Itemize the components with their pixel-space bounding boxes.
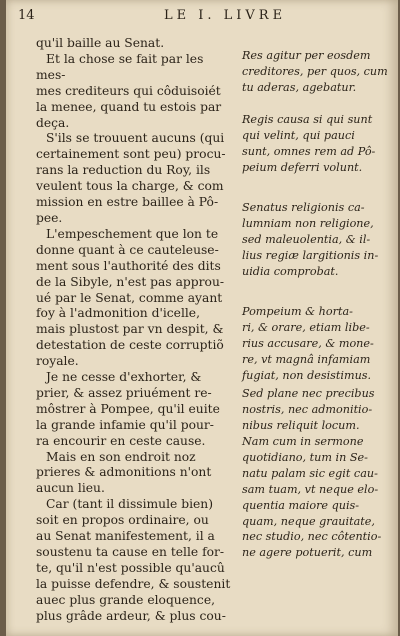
text-line: detestation de ceste corruptiõ [36, 338, 224, 353]
margin-note-line: tu aderas, agebatur. [242, 80, 357, 94]
margin-note [242, 48, 390, 96]
page-header [14, 8, 388, 26]
main-paragraph [36, 52, 236, 132]
margin-note-line: lumniam non religione, [242, 216, 374, 230]
text-line: ment sous l'authorité des dits [36, 258, 221, 273]
margin-note-line: Regis causa si qui sunt [242, 113, 373, 126]
text-line: auec plus grande eloquence, [36, 592, 216, 607]
margin-note-line: qui velint, qui pauci [242, 128, 355, 142]
margin-note [242, 434, 390, 561]
text-line: veulent tous la charge, & com [36, 179, 224, 194]
text-line: au Senat manifestement, il a [36, 529, 215, 544]
margin-note-line: uidia comprobat. [242, 264, 339, 278]
margin-note-line: Pompeium & horta- [242, 305, 353, 318]
text-line: plus grâde ardeur, & plus cou- [36, 608, 226, 623]
margin-note-line: Sed plane nec precibus [242, 387, 375, 400]
text-line: soustenu ta cause en telle for- [36, 545, 225, 559]
text-line: de la Sibyle, n'est pas approu- [36, 274, 225, 289]
text-line: la grande infamie qu'il pour- [36, 417, 214, 432]
running-title: LE I. LIVRE [164, 8, 287, 23]
margin-note-line: sunt, omnes rem ad Pô- [242, 144, 376, 158]
text-line: la menee, quand tu estois par [36, 99, 222, 114]
margin-note-line: sam tuam, vt neque elo- [242, 482, 379, 496]
margin-note [242, 386, 390, 434]
text-line: ra encourir en ceste cause. [36, 433, 206, 448]
main-paragraph [36, 227, 236, 370]
text-line: môstrer à Pompee, qu'il euite [36, 401, 220, 416]
margin-note-line: creditores, per quos, cum [242, 64, 388, 78]
margin-note-line: quam, neque grauitate, [242, 514, 375, 528]
margin-note-line: ne agere potuerit, cum [242, 546, 373, 560]
margin-note-line: Senatus religionis ca- [242, 201, 365, 214]
margin-note-line: Nam cum in sermone [242, 435, 364, 448]
margin-note-line: ri, & orare, etiam libe- [242, 320, 370, 334]
main-paragraph [36, 497, 236, 624]
margin-note-line: re, vt magnâ infamiam [242, 352, 371, 366]
text-line: pee. [36, 210, 63, 225]
text-line: foy à l'admonition d'icelle, [36, 306, 200, 321]
text-line: soit en propos ordinaire, ou [36, 513, 209, 528]
text-line: mes crediteurs qui côduisoiét [36, 83, 221, 98]
text-line: rans la reduction du Roy, ils [36, 163, 211, 178]
text-line: ué par le Senat, comme ayant [36, 290, 223, 305]
margin-note-line: lius regiæ largitionis in- [242, 248, 379, 262]
margin-note-line: quotidiano, tum in Se- [242, 450, 368, 464]
page-number: 14 [18, 8, 35, 23]
margin-note-line: nibus reliquit locum. [242, 418, 360, 432]
main-paragraph [36, 131, 236, 226]
text-line: te, qu'il n'est possible qu'aucû [36, 560, 225, 575]
margin-note-line: natu palam sic egit cau- [242, 466, 378, 480]
text-line: prier, & assez priuément re- [36, 385, 212, 400]
text-line: Car (tant il dissimule bien) [46, 497, 213, 512]
text-line: la puisse defendre, & soustenit [36, 576, 231, 591]
margin-note-line: quentia maiore quis- [242, 498, 360, 512]
margin-note [242, 200, 390, 280]
text-line: mais plustost par vn despit, & [36, 322, 224, 337]
main-text-column [36, 36, 236, 625]
text-line: deça. [36, 115, 70, 130]
margin-note-line: Res agitur per eosdem [242, 49, 371, 62]
main-paragraph [36, 36, 236, 52]
text-line: Et la chose se fait par les mes- [36, 51, 204, 82]
text-line: aucun lieu. [36, 481, 105, 496]
margin-note-line: nec studio, nec côtentio- [242, 530, 382, 544]
margin-note [242, 304, 390, 384]
margin-note-line: rius accusare, & mone- [242, 336, 374, 350]
margin-note-line: nostris, nec admonitio- [242, 402, 373, 416]
text-line: L'empeschement que lon te [46, 226, 219, 241]
margin-note-line: peium deferri volunt. [242, 160, 363, 174]
book-page [6, 0, 398, 636]
margin-note-line: sed maleuolentia, & il- [242, 232, 371, 246]
text-line: certainement sont peu) procu- [36, 147, 226, 162]
main-paragraph [36, 450, 236, 498]
text-line: royale. [36, 354, 79, 369]
text-line: donne quant à ce cauteleuse- [36, 242, 219, 257]
margin-note-line: fugiat, non desistimus. [242, 368, 372, 382]
text-line: qu'il baille au Senat. [36, 36, 165, 50]
text-line: Mais en son endroit noz [46, 449, 196, 464]
text-line: prieres & admonitions n'ont [36, 465, 212, 480]
margin-note [242, 112, 390, 176]
text-line: mission en estre baillee à Pô- [36, 195, 219, 210]
text-line: Je ne cesse d'exhorter, & [46, 370, 202, 385]
text-line: S'ils se trouuent aucuns (qui [46, 131, 225, 146]
main-paragraph [36, 370, 236, 450]
